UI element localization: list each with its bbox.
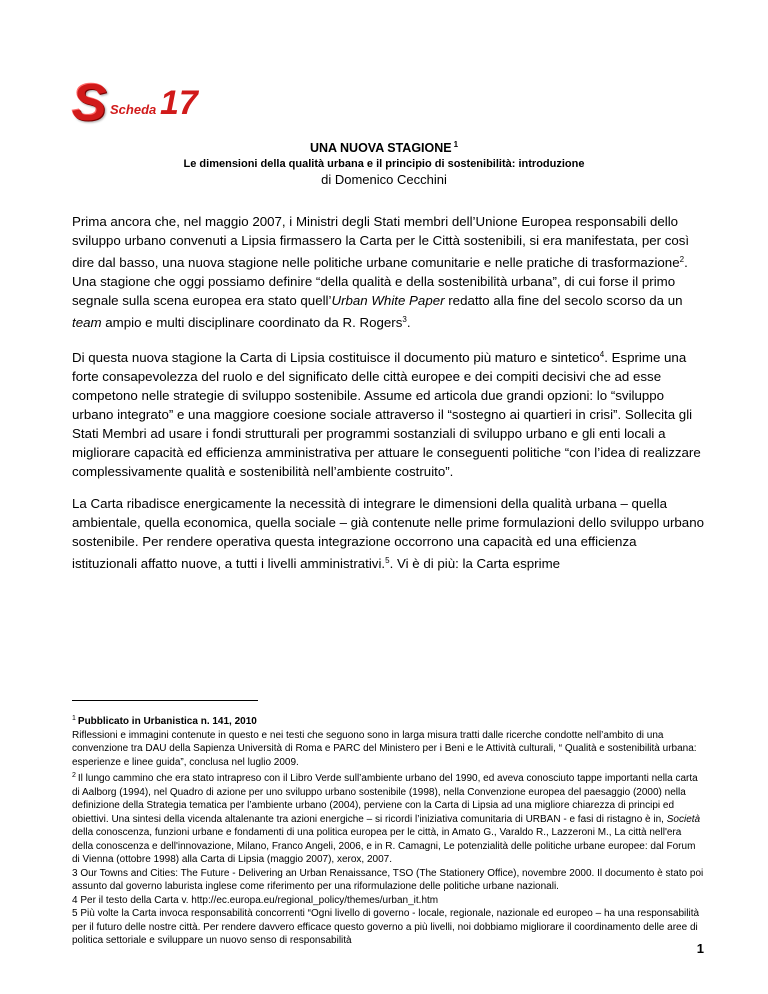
p1-text-d: ampio e multi disciplinare coordinato da R. Rogers: [101, 315, 403, 330]
footnote-ref: 5: [385, 556, 390, 565]
p1-text-b: . Una stagione che oggi possiamo definire “della qualità e della sostenibilità urbana”, di cui forse il primo segnale sulla scena europea era stato quell’: [72, 255, 688, 308]
document-subtitle: Le dimensioni della qualità urbana e il principio di sostenibilità: introduzione: [183, 158, 585, 170]
footnotes: [72, 712, 704, 948]
document-title: [0, 140, 768, 155]
p1-italic-urban-white-paper: Urban White Paper: [331, 293, 445, 308]
scheda-logo-s: S: [72, 74, 107, 132]
footnote-2: [72, 769, 704, 867]
footnote-1-source: Pubblicato in Urbanistica n. 141, 2010: [77, 716, 257, 727]
document-author: di Domenico Cecchini: [321, 172, 447, 187]
footnote-ref: 3: [402, 315, 407, 324]
p2-text-a: Di questa nuova stagione la Carta di Lipsia costituisce il documento più maturo e sintetico: [72, 350, 600, 365]
page-number: 1: [696, 941, 704, 956]
p3-text-a: La Carta ribadisce energicamente la necessità di integrare le dimensioni della qualità urbana – quella ambientale, quella economica, quella sociale – già contenute nelle prime formulazioni dello sviluppo urbano sostenibile. Per rendere operativa questa integrazione occorrono una capacità ed una efficienza istituzionali affatto nuove, a tutti i livelli amministrativi.: [72, 496, 704, 571]
article-body: [72, 212, 704, 586]
p1-text-e: .: [406, 315, 411, 330]
footnote-2-text-b: della conoscenza, funzioni urbane e fondamenti di una politica europea per le città, in Amato G., Varaldo R., Lazzeroni M., La città nell'era della conoscenza e dell'innovazione, Milano, Franco Angeli, 2006, e in R. Camagni, Le potenzialità delle politiche urbane europee: dal Forum di Vienna (ottobre 1998) alla Carta di Lipsia (maggio 2007), xerox, 2007.: [72, 827, 696, 865]
p3-text-b: . Vi è di più: la Carta esprime: [389, 556, 561, 571]
p1-text-a: Prima ancora che, nel maggio 2007, i Ministri degli Stati membri dell’Unione Europea responsabili dello sviluppo urbano convenuti a Lipsia firmassero la Carta per le Città sostenibili, si era manifestata, per così dire dal basso, una nuova stagione nelle politiche urbane comunitarie e nelle pratiche di trasformazione: [72, 214, 690, 270]
footnote-1: [72, 712, 704, 729]
paragraph-3: [72, 494, 704, 573]
footnote-2-text-a: Il lungo cammino che era stato intrapreso con il Libro Verde sull’ambiente urbano del 1990, ed aveva conosciuto tappe importanti nella carta di Aalborg (1994), nel Quadro di azione per uno sviluppo urbano sostenibile (1998), nella Convenzione europea del paesaggio (2000) nella definizione della Strategia tematica per l’ambiente urbano (2004), perviene con la Carta di Lipsia ad una migliore chiarezza di principi ed obiettivi. Una sintesi della vicenda altalenante tra azioni energiche – si ricordi l’iniziativa comunitaria di URBAN - e fasi di ristagno è in,: [72, 773, 698, 825]
title-text: UNA NUOVA STAGIONE: [309, 141, 452, 155]
paragraph-2: [72, 345, 704, 481]
footnote-4[interactable]: 4 Per il testo della Carta v. http://ec.europa.eu/regional_policy/themes/urban_it.htm: [72, 894, 439, 906]
scheda-label: Scheda: [110, 102, 157, 117]
p1-text-c: redatto alla fine del secolo scorso da un: [444, 293, 683, 308]
p1-italic-team: team: [72, 315, 102, 330]
footnote-5: 5 Più volte la Carta invoca responsabilità concorrenti “Ogni livello di governo - locale, regionale, nazionale ed europeo – ha una responsabilità per il futuro delle nostre città. Per rendere davvero efficace questo governo a più livelli, noi dobbiamo migliorare il coordinamento delle aree di politica settoriale e sviluppare un nuovo senso di responsabilità: [72, 908, 700, 946]
paragraph-1: [72, 212, 704, 332]
footnote-ref: 2: [679, 255, 685, 264]
p2-text-b: . Esprime una forte consapevolezza del ruolo e del significato delle città europee e dei compiti decisivi che ad esse competono nelle strategie di sviluppo sostenibile. Assume ed articola due grandi opzioni: lo “sviluppo urbano integrato” e una maggiore coesione sociale attraverso il “sostegno ai quartieri in crisi”. Sollecita gli Stati Membri ad usare i fondi strutturali per programmi sostanziali di sviluppo urbano e gli enti locali a migliorare capacità ed efficienza amministrativa per attuare le conseguenti politiche “con l’idea di realizzare complessivamente qualità e sostenibilità nell’ambiente costruito”.: [72, 350, 701, 479]
title-note-ref: 1: [453, 140, 459, 149]
footnote-3: 3 Our Towns and Cities: The Future - Delivering an Urban Renaissance, TSO (The Stationery Office), novembre 2000. Il documento è stato poi assunto dal governo laburista inglese come riferimento per una riformulazione delle politiche urbane nazionali.: [72, 867, 704, 892]
scheda-number: 17: [160, 84, 198, 122]
footnote-1-text: Riflessioni e immagini contenute in questo e nei testi che seguono sono in larga misura tratti dalle ricerche condotte nell’ambito di una convenzione tra DAU della Sapienza Università di Roma e PARC del Ministero per i Beni e le Attività culturali, “ Qualità e sostenibilità urbana: esperienze e linee guida”, conclusa nel luglio 2009.: [72, 729, 697, 768]
footnote-separator: [72, 700, 258, 701]
footnote-ref: 4: [599, 350, 605, 359]
footnote-number: 1: [72, 715, 76, 722]
footnote-2-italic: Società: [666, 813, 701, 825]
footnote-number: 2: [72, 772, 76, 779]
